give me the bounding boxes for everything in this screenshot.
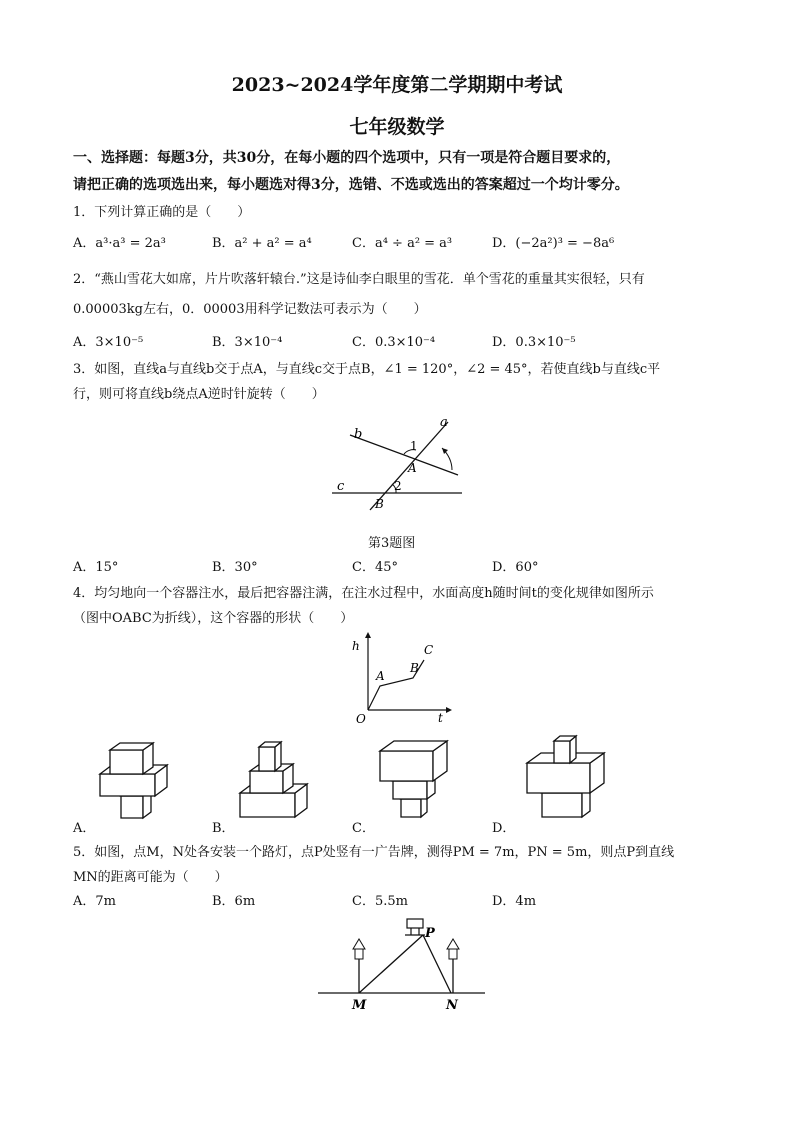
section1-instruction-line1: 一、选择题：每题3分，共30分，在每小题的四个选项中，只有一项是符合题目要求的， xyxy=(73,150,621,166)
q3-label-c: c xyxy=(337,479,345,494)
q4-graph xyxy=(338,630,453,725)
q2-option-a: A．3×10⁻⁵ xyxy=(73,335,144,350)
q5-stem-line1: 5．如图，点M，N处各安装一个路灯，点P处竖有一广告牌，测得PM = 7m，PN = 5m，则点P到直线 xyxy=(73,845,675,860)
exam-subtitle: 七年级数学 xyxy=(349,116,445,138)
q3-label-angle1: 1 xyxy=(410,439,418,453)
q3-option-b: B．30° xyxy=(212,560,258,575)
q5-option-d: D．4m xyxy=(492,894,537,909)
q5-lamp-N-icon xyxy=(449,949,457,959)
q1-stem: 1．下列计算正确的是（ ） xyxy=(73,205,251,220)
q4-h-axis-arrow xyxy=(365,632,371,638)
q4-label-O: O xyxy=(356,712,366,725)
q5-lamp-M-cap xyxy=(353,939,365,949)
q4-container-a xyxy=(95,740,175,822)
exam-title: 2023~2024学年度第二学期期中考试 xyxy=(231,74,563,96)
q4-container-c xyxy=(375,735,455,821)
q1-option-a: A．a³·a³ = 2a³ xyxy=(73,236,166,251)
q4-label-C: C xyxy=(424,643,434,657)
q5-lamp-M-icon xyxy=(355,949,363,959)
q5-option-c: C．5.5m xyxy=(352,894,408,909)
q1-option-d: D．(−2a²)³ = −8a⁶ xyxy=(492,236,615,251)
q3-arrow-head xyxy=(442,448,448,454)
q3-line-b xyxy=(350,435,458,475)
q4-option-c: C． xyxy=(352,821,375,836)
q2-option-d: D．0.3×10⁻⁵ xyxy=(492,335,576,350)
q5-segment-PN xyxy=(423,935,451,993)
q4-option-d: D． xyxy=(492,821,516,836)
q3-stem-line2: 行，则可将直线b绕点A逆时针旋转（ ） xyxy=(73,387,325,402)
q3-label-A: A xyxy=(408,461,417,475)
q4-label-h: h xyxy=(352,639,360,653)
q5-stem-line2: MN的距离可能为（ ） xyxy=(73,870,228,885)
q2-stem-line1: 2．“燕山雪花大如席，片片吹落轩辕台.”这是诗仙李白眼里的雪花．单个雪花的重量其实很轻，只有 xyxy=(73,272,645,287)
q4-stem-line2: （图中OABC为折线），这个容器的形状（ ） xyxy=(73,611,354,626)
q5-billboard-icon xyxy=(407,919,423,928)
q3-label-B: B xyxy=(375,497,384,511)
q3-label-angle2: 2 xyxy=(394,479,402,493)
q2-option-c: C．0.3×10⁻⁴ xyxy=(352,335,436,350)
q3-option-d: D．60° xyxy=(492,560,539,575)
q4-label-B: B xyxy=(410,661,419,675)
q5-option-a: A．7m xyxy=(73,894,116,909)
q3-label-b: b xyxy=(354,427,363,442)
q4-container-d xyxy=(522,733,612,821)
q5-label-P: P xyxy=(425,926,435,941)
q5-lamp-N-cap xyxy=(447,939,459,949)
q4-option-a: A． xyxy=(73,821,96,836)
q5-segment-PM xyxy=(359,935,423,993)
q5-label-N: N xyxy=(446,998,458,1013)
q4-label-t: t xyxy=(438,711,443,725)
q4-option-b: B． xyxy=(212,821,235,836)
q1-option-c: C．a⁴ ÷ a² = a³ xyxy=(352,236,453,251)
q3-caption: 第3题图 xyxy=(368,536,416,551)
q4-t-axis-arrow xyxy=(446,707,452,713)
q2-option-b: B．3×10⁻⁴ xyxy=(212,335,283,350)
q3-stem-line1: 3．如图，直线a与直线b交于点A，与直线c交于点B，∠1 = 120°，∠2 = 45°，若使直线b与直线c平 xyxy=(73,362,661,377)
q3-label-a: a xyxy=(440,415,448,430)
q1-option-b: B．a² + a² = a⁴ xyxy=(212,236,312,251)
q4-container-b xyxy=(235,733,315,821)
q4-stem-line1: 4．均匀地向一个容器注水，最后把容器注满，在注水过程中，水面高度h随时间t的变化规律如图所示 xyxy=(73,586,654,601)
q2-stem-line2: 0.00003kg左右，0．00003用科学记数法可表示为（ ） xyxy=(73,302,427,317)
q4-label-A: A xyxy=(376,669,385,683)
q5-label-M: M xyxy=(352,998,367,1013)
q3-option-c: C．45° xyxy=(352,560,398,575)
q3-figure xyxy=(320,410,470,520)
section1-instruction-line2: 请把正确的选项选出来，每小题选对得3分，选错、不选或选出的答案超过一个均计零分。 xyxy=(73,177,629,193)
q3-option-a: A．15° xyxy=(73,560,119,575)
q5-figure xyxy=(315,915,490,1015)
q5-option-b: B．6m xyxy=(212,894,256,909)
